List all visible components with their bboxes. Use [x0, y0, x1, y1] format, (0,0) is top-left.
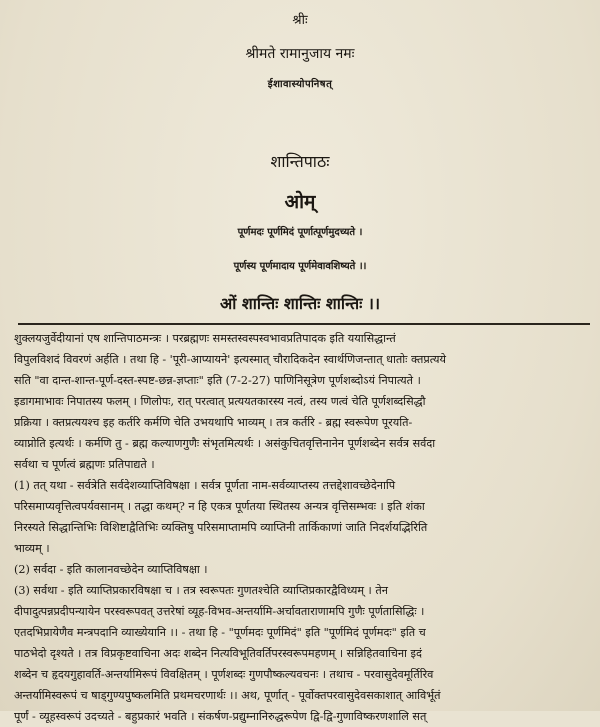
commentary-line: सर्वथा च पूर्णत्वं ब्रह्मणः प्रतिपाद्यते ।	[14, 458, 155, 471]
commentary-line: दीपादुत्पन्नप्रदीपन्यायेन परस्वरूपवत् उत्तरेषां व्यूह-विभव-अन्तर्यामि-अर्चावताराणामपि गुणैः पूर्णतासिद्धिः ।	[14, 605, 425, 618]
commentary-line: निरस्यते सिद्धान्तिभिः विशिष्टाद्वैतिभिः व्यक्तिषु परिसमाप्तामपि व्याप्तिनी तार्किकाणां जाति निदर्शयद्भिरिति	[14, 521, 428, 534]
page-title: ईशावास्योपनिषत्	[267, 79, 333, 90]
commentary-line: (2) सर्वदा - इति कालानवच्छेदेन व्याप्तिविषक्षा ।	[14, 563, 208, 576]
invocation-shri: श्रीः	[292, 13, 308, 28]
om-line: ओम्	[284, 191, 316, 213]
commentary-line: अन्तर्यामिस्वरूपं च षाड्गुण्यपुष्कलमिति प्रथमचरणार्थः ।। अथ, पूर्णात् - पूर्वोक्तपरवासुदेवसकाशात् आविर्भूतं	[14, 689, 441, 702]
commentary-line: एतदभिप्रायेणैव मन्त्रपदानि व्याख्येयानि ।। - तथा हि - "पूर्णमदः पूर्णमिदं" इति "पूर्णमिदं पूर्णमदः" इति च	[14, 626, 426, 639]
commentary-line: इडागमाभावः निपातस्य फलम् । णिलोपः, रात् परत्वात् प्रत्ययतकारस्य नत्वं, तस्य णत्वं चेति पूर्णशब्दसिद्धौ	[14, 395, 426, 408]
commentary-line: परिसमाप्यवृत्तित्वपर्यवसानम् । तद्धा कथम्? न हि एकत्र पूर्णतया स्थितस्य अन्यत्र वृत्तिसम्भवः । इति शंका	[14, 500, 425, 513]
verse-line-3: ओं शान्तिः शान्तिः शान्तिः ।।	[219, 294, 381, 313]
commentary-line: व्याप्नोति इत्यर्थः । कर्मणि तु - ब्रह्म कल्याणगुणैः संभृतमित्यर्थः । असंकुचितवृत्तिनानेन पूर्णशब्देन सर्वत्र सर्वदा	[14, 437, 436, 450]
section-heading: शान्तिपाठः	[270, 152, 330, 171]
commentary-line: (1) तत् यथा - सर्वत्रेति सर्वदेशव्याप्तिविषक्षा । सर्वत्र पूर्णता नाम-सर्वव्याप्तस्य तत्तद्देशावच्छेदेनापि	[14, 479, 396, 492]
commentary-line: पूर्णं - व्यूहस्वरूपं उदच्यते - बहुप्रकारं भवति । संकर्षण-प्रद्युम्नानिरुद्धरूपेण द्वि-द्वि-गुणाविष्करणशालि सत्	[14, 710, 427, 723]
invocation-ramanuja: श्रीमते रामानुजाय नमः	[245, 46, 355, 62]
commentary-line: सति "वा दान्त-शान्त-पूर्ण-दस्त-स्पष्ट-छन्न-ज्ञप्ताः" इति (7-2-27) पाणिनिसूत्रेण पूर्णशब्दोऽयं निपात्यते ।	[14, 374, 421, 387]
commentary-block	[14, 328, 594, 727]
verse-line-2: पूर्णस्य पूर्णमादाय पूर्णमेवावशिष्यते ।।	[233, 261, 367, 272]
verse-line-1: पूर्णमदः पूर्णमिदं पूर्णात्पूर्णमुदच्यते ।	[237, 227, 363, 238]
divider-rule	[18, 323, 590, 325]
commentary-line: प्रक्रिया । क्तप्रत्ययश्च इह कर्तरि कर्मणि चेति उभयथापि भाव्यम् । तत्र कर्तरि - ब्रह्म स्वरूपेण पूरयति-	[14, 416, 413, 429]
commentary-line: शब्देन च हृदयगुहावर्ति-अन्तर्यामिरूपं विवक्षितम् । पूर्णशब्दः गुणपौष्कल्यवचनः । तथाच - परवासुदेवमूर्तिरिव	[14, 668, 434, 681]
commentary-line: (3) सर्वथा - इति व्याप्तिप्रकारविषक्षा च । तत्र स्वरूपतः गुणतश्चेति व्याप्तिप्रकारद्वैविध्यम् । तेन	[14, 584, 388, 597]
commentary-line: शुक्लयजुर्वेदीयानां एष शान्तिपाठमन्त्रः । परब्रह्मणः समस्तस्वस्पस्वभावप्रतिपादक इति ययासिद्धान्तं	[14, 332, 396, 345]
commentary-line: पाठभेदो दृश्यते । तत्र विप्रकृष्टवाचिना अदः शब्देन नित्यविभूतिवर्तिपरस्वरूपमहणम् । सन्निहितवाचिना इदं	[14, 647, 422, 660]
commentary-line: विपुलविशदं विवरणं अर्हति । तथा हि - 'पूरी-आप्यायने' इत्यस्मात् चौरादिकदेन स्वार्थणिजन्तात् धातोः क्तप्रत्यये	[14, 353, 446, 366]
commentary-line: भाव्यम् ।	[14, 542, 50, 555]
